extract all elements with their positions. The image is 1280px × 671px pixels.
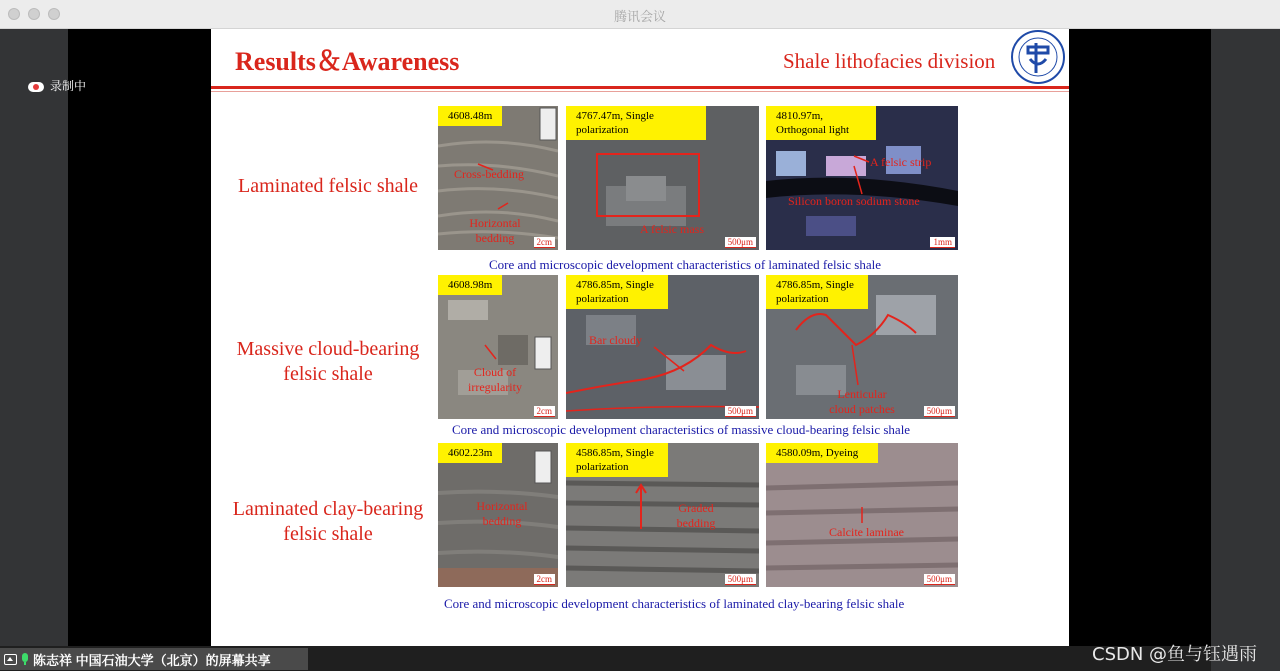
- annotation-felsic-mass: A felsic mass: [640, 222, 704, 236]
- photo-depth-tag: 4767.47m, Single polarization: [566, 106, 706, 140]
- row2-photo1-core: [438, 275, 558, 419]
- window-titlebar: [0, 0, 1280, 29]
- annotation-bar-cloudy: Bar cloudy: [589, 333, 642, 347]
- row1-photo1-core: [438, 106, 558, 250]
- annotation-horizontal-bedding: Horizontal bedding: [469, 216, 521, 245]
- row1-caption: Core and microscopic development characteristics of laminated felsic shale: [489, 257, 882, 272]
- university-logo-icon: [1006, 29, 1066, 86]
- scale-bar: 500μm: [924, 574, 955, 585]
- annotation-felsic-strip: A felsic strip: [870, 155, 932, 169]
- scale-bar: 500μm: [924, 406, 955, 417]
- annotation-cloud-of-irregularity: Cloud of irregularity: [468, 365, 522, 394]
- photo-depth-tag: 4786.85m, Single polarization: [766, 275, 868, 309]
- photo-depth-tag: 4786.85m, Single polarization: [566, 275, 668, 309]
- scale-bar: 500μm: [725, 237, 756, 248]
- row1-label: Laminated felsic shale: [238, 175, 418, 197]
- screen-share-icon: [4, 654, 17, 665]
- photo-depth-tag: 4608.48m: [438, 106, 502, 126]
- slide-section-title: Shale lithofacies division: [783, 49, 996, 73]
- row3-photo3-dyed-section: [766, 443, 958, 587]
- row1-photo2-thin-section: [566, 106, 759, 250]
- scale-bar: 2cm: [534, 406, 556, 417]
- row2-photo2-thin-section: [566, 275, 759, 419]
- scale-bar: 2cm: [534, 237, 556, 248]
- scale-bar: 2cm: [534, 574, 556, 585]
- row3-label: Laminated clay-bearing felsic shale: [232, 498, 424, 545]
- row2-label: Massive cloud-bearing felsic shale: [236, 338, 420, 385]
- right-panel: [1211, 29, 1280, 671]
- left-panel: [0, 29, 68, 646]
- row3-photo1-core: [438, 443, 558, 587]
- photo-depth-tag: 4608.98m: [438, 275, 502, 295]
- recording-indicator[interactable]: [28, 77, 86, 94]
- window-title: 腾讯会议: [613, 9, 666, 24]
- row2-photo3-thin-section: [766, 275, 958, 419]
- photo-depth-tag: 4586.85m, Single polarization: [566, 443, 668, 477]
- annotation-lenticular-cloud-patches: Lenticular cloud patches: [829, 387, 895, 416]
- letterbox-right: [1069, 29, 1211, 646]
- row2-caption: Core and microscopic development characteristics of massive cloud-bearing felsic shale: [452, 422, 911, 437]
- slide-title: Results＆Awareness: [235, 47, 460, 76]
- row1-photo3-orthogonal: [766, 106, 958, 250]
- photo-depth-tag: 4602.23m: [438, 443, 502, 463]
- annotation-calcite-laminae: Calcite laminae: [829, 525, 904, 539]
- scale-bar: 1mm: [930, 237, 955, 248]
- scale-bar: 500μm: [725, 574, 756, 585]
- letterbox-left: [68, 29, 211, 646]
- photo-depth-tag: 4810.97m, Orthogonal light: [766, 106, 876, 140]
- shared-slide: [211, 29, 1069, 646]
- annotation-graded-bedding: Graded bedding: [676, 501, 716, 530]
- photo-depth-tag: 4580.09m, Dyeing: [766, 443, 878, 463]
- row3-photo2-thin-section: [566, 443, 759, 587]
- title-rule: [211, 86, 1069, 89]
- annotation-horizontal-bedding: Horizontal bedding: [476, 499, 528, 528]
- annotation-cross-bedding: Cross-bedding: [454, 167, 524, 181]
- annotation-silicon-boron-sodium-stone: Silicon boron sodium stone: [788, 194, 920, 208]
- recording-cloud-icon: [28, 79, 44, 93]
- screen-share-indicator[interactable]: [0, 648, 308, 670]
- microphone-icon[interactable]: [21, 653, 29, 665]
- csdn-watermark: CSDN @鱼与钰遇雨: [1092, 644, 1258, 665]
- recording-label: 录制中: [50, 79, 87, 93]
- scale-bar: 500μm: [725, 406, 756, 417]
- row3-caption: Core and microscopic development characteristics of laminated clay-bearing felsic shale: [444, 596, 905, 611]
- screen-share-label: 陈志祥 中国石油大学（北京）的屏幕共享: [33, 652, 271, 668]
- title-rule-thin: [211, 91, 1069, 92]
